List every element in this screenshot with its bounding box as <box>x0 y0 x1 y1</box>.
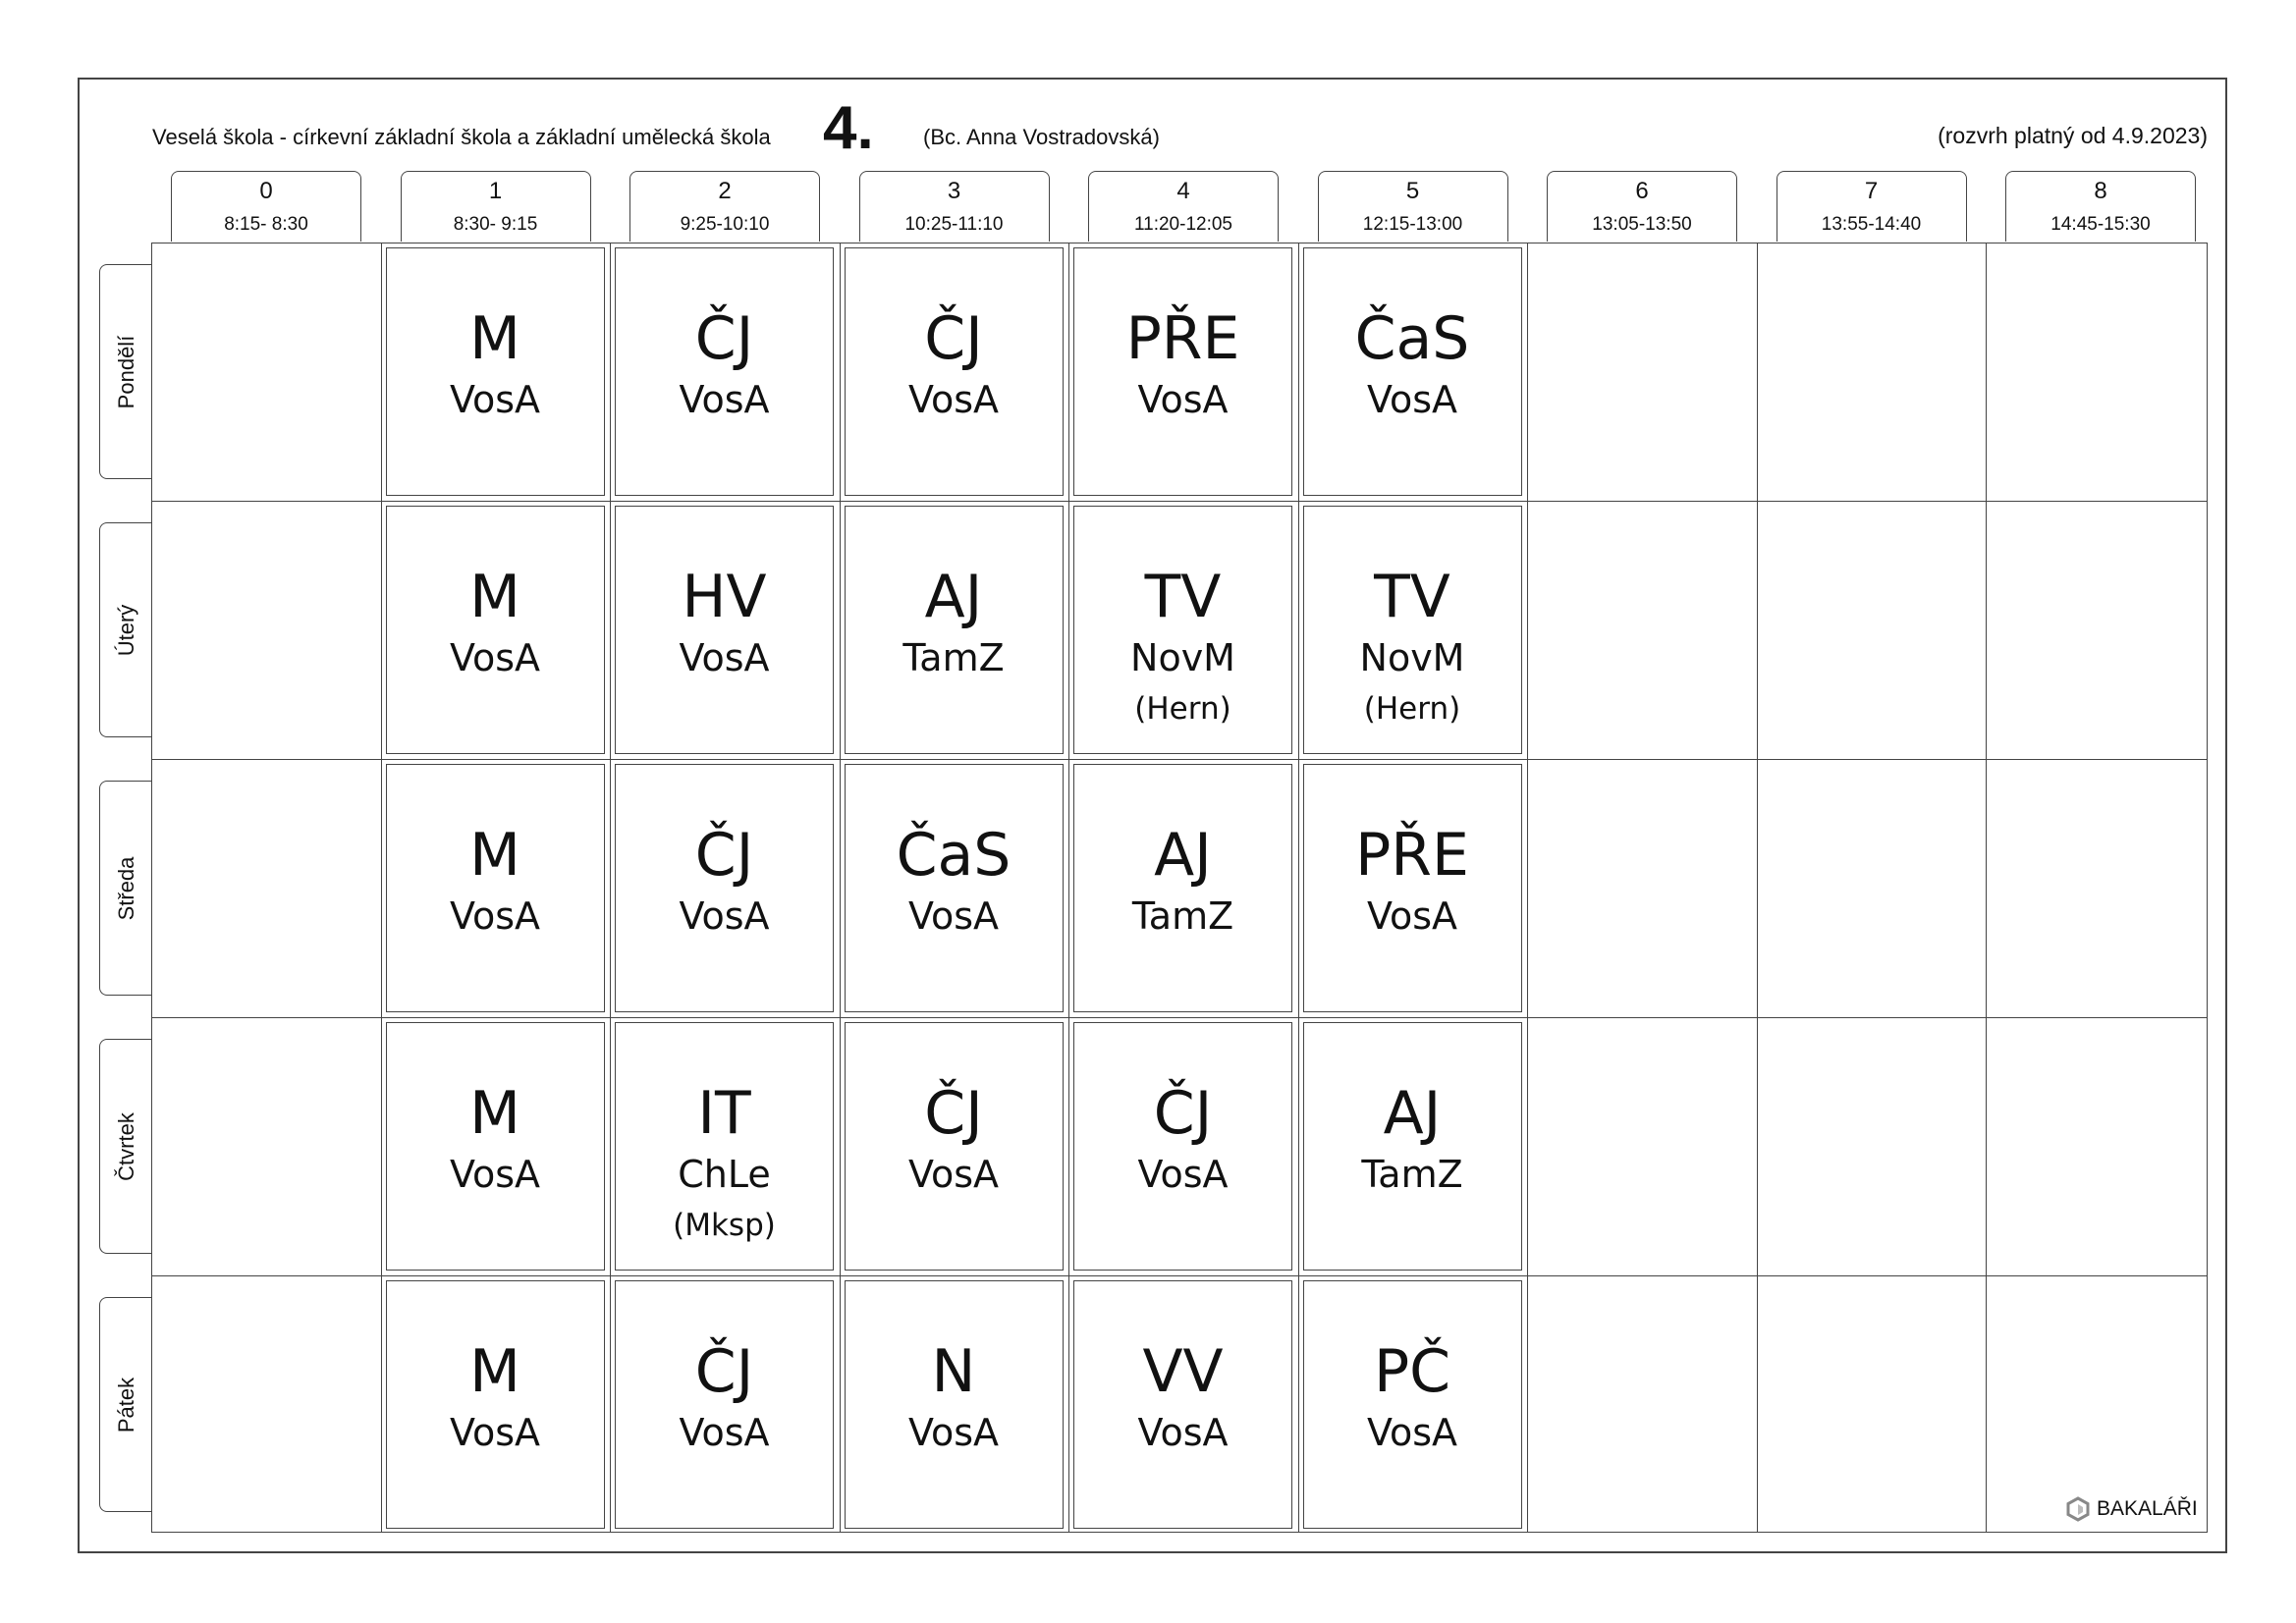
period-header-7 <box>1777 171 1967 242</box>
lesson-room: (Mksp) <box>673 1208 776 1243</box>
period-number: 6 <box>1635 178 1649 204</box>
lesson-cell[interactable] <box>1073 764 1292 1012</box>
day-label-1 <box>99 522 152 737</box>
bakalari-logo-icon <box>2065 1496 2091 1522</box>
bakalari-logo <box>2065 1496 2198 1522</box>
lesson-cell[interactable] <box>1073 247 1292 496</box>
period-header-2 <box>629 171 820 242</box>
day-name: Čtvrtek <box>113 1111 138 1181</box>
lesson-cell[interactable] <box>1303 506 1522 754</box>
lesson-subject: IT <box>697 1079 751 1148</box>
lesson-teacher: ChLe <box>678 1153 771 1196</box>
lesson-cell[interactable] <box>615 764 834 1012</box>
validity-note: (rozvrh platný od 4.9.2023) <box>1938 123 2208 148</box>
lesson-teacher: VosA <box>679 1411 770 1454</box>
lesson-cell[interactable] <box>386 764 605 1012</box>
lesson-teacher: VosA <box>679 378 770 421</box>
lesson-subject: AJ <box>924 563 983 631</box>
lesson-subject: N <box>931 1337 976 1406</box>
school-name: Veselá škola - církevní základní škola a základní umělecká škola <box>152 125 771 149</box>
lesson-subject: M <box>469 821 520 890</box>
lesson-cell[interactable] <box>845 1022 1064 1271</box>
lesson-teacher: VosA <box>449 1411 541 1454</box>
period-header-1 <box>401 171 591 242</box>
lesson-teacher: VosA <box>1366 894 1458 938</box>
period-time: 13:55-14:40 <box>1821 214 1922 235</box>
period-time: 14:45-15:30 <box>2050 214 2151 235</box>
period-header-8 <box>2005 171 2196 242</box>
lesson-teacher: VosA <box>1137 1153 1229 1196</box>
lesson-subject: ČaS <box>896 821 1011 890</box>
period-number: 3 <box>947 178 961 204</box>
day-label-4 <box>99 1297 152 1512</box>
period-time: 11:20-12:05 <box>1133 214 1232 235</box>
lesson-subject: PŘE <box>1355 821 1469 890</box>
lesson-cell[interactable] <box>1073 1280 1292 1529</box>
lesson-cell[interactable] <box>615 1280 834 1529</box>
lesson-teacher: VosA <box>679 636 770 679</box>
lesson-cell[interactable] <box>386 247 605 496</box>
lesson-teacher: VosA <box>449 636 541 679</box>
lesson-cell[interactable] <box>1303 764 1522 1012</box>
lesson-subject: M <box>469 304 520 373</box>
lesson-subject: AJ <box>1383 1079 1442 1148</box>
lesson-teacher: NovM <box>1359 636 1465 679</box>
lesson-teacher: TamZ <box>902 636 1005 679</box>
lesson-subject: ČJ <box>694 1337 754 1406</box>
period-number: 8 <box>2094 178 2107 204</box>
period-time: 12:15-13:00 <box>1362 214 1463 235</box>
lesson-cell[interactable] <box>845 506 1064 754</box>
lesson-cell[interactable] <box>615 1022 834 1271</box>
grid-column-line <box>840 243 841 1533</box>
grid-row-line <box>151 1017 2208 1018</box>
lesson-teacher: VosA <box>1137 1411 1229 1454</box>
lesson-teacher: VosA <box>907 378 1000 421</box>
grid-column-line <box>1527 243 1528 1533</box>
lesson-cell[interactable] <box>1303 247 1522 496</box>
day-name: Středa <box>113 856 138 920</box>
period-number: 5 <box>1405 178 1420 204</box>
class-name: 4. <box>823 94 874 162</box>
period-number: 4 <box>1176 178 1190 204</box>
lesson-subject: M <box>469 563 520 631</box>
lesson-cell[interactable] <box>386 1022 605 1271</box>
lesson-subject: VV <box>1142 1337 1224 1406</box>
lesson-cell[interactable] <box>1073 506 1292 754</box>
lesson-teacher: VosA <box>449 378 541 421</box>
lesson-cell[interactable] <box>845 764 1064 1012</box>
grid-column-line <box>1298 243 1299 1533</box>
lesson-subject: PŘE <box>1125 304 1240 373</box>
lesson-cell[interactable] <box>845 247 1064 496</box>
lesson-subject: ČJ <box>694 821 754 890</box>
period-time: 13:05-13:50 <box>1592 214 1692 235</box>
grid-row-line <box>151 501 2208 502</box>
class-teacher: (Bc. Anna Vostradovská) <box>923 125 1160 149</box>
lesson-cell[interactable] <box>845 1280 1064 1529</box>
day-name: Pátek <box>113 1377 138 1433</box>
bakalari-brand-text: BAKALÁŘI <box>2097 1497 2198 1520</box>
lesson-subject: ČJ <box>924 1079 983 1148</box>
grid-row-line <box>151 1275 2208 1276</box>
day-label-0 <box>99 264 152 479</box>
day-name: Pondělí <box>113 335 138 408</box>
period-time: 8:15- 8:30 <box>224 214 308 235</box>
period-number: 7 <box>1864 178 1879 204</box>
period-header-0 <box>171 171 361 242</box>
lesson-room: (Hern) <box>1134 691 1231 727</box>
lesson-cell[interactable] <box>1073 1022 1292 1271</box>
day-name: Úterý <box>113 604 138 656</box>
period-time: 10:25-11:10 <box>904 214 1004 235</box>
lesson-cell[interactable] <box>1303 1280 1522 1529</box>
period-time: 9:25-10:10 <box>680 214 770 235</box>
lesson-teacher: TamZ <box>1361 1153 1463 1196</box>
grid-column-line <box>1757 243 1758 1533</box>
day-label-3 <box>99 1039 152 1254</box>
lesson-cell[interactable] <box>386 506 605 754</box>
lesson-teacher: VosA <box>449 894 541 938</box>
period-header-4 <box>1088 171 1279 242</box>
lesson-teacher: VosA <box>449 1153 541 1196</box>
lesson-teacher: VosA <box>679 894 770 938</box>
lesson-teacher: VosA <box>1366 1411 1458 1454</box>
lesson-subject: TV <box>1144 563 1222 631</box>
period-time: 8:30- 9:15 <box>453 214 538 235</box>
lesson-subject: ČaS <box>1354 304 1470 373</box>
lesson-cell[interactable] <box>386 1280 605 1529</box>
lesson-teacher: NovM <box>1130 636 1235 679</box>
lesson-subject: ČJ <box>924 304 983 373</box>
lesson-teacher: TamZ <box>1131 894 1234 938</box>
period-number: 1 <box>488 178 503 204</box>
period-header-5 <box>1318 171 1508 242</box>
period-number: 0 <box>259 178 273 204</box>
day-label-2 <box>99 781 152 996</box>
lesson-room: (Hern) <box>1363 691 1461 727</box>
lesson-cell[interactable] <box>1303 1022 1522 1271</box>
period-header-3 <box>859 171 1050 242</box>
lesson-subject: TV <box>1374 563 1450 631</box>
period-header-6 <box>1547 171 1737 242</box>
lesson-subject: M <box>469 1079 520 1148</box>
grid-column-line <box>1986 243 1987 1533</box>
grid-column-line <box>610 243 611 1533</box>
lesson-subject: M <box>469 1337 520 1406</box>
lesson-cell[interactable] <box>615 247 834 496</box>
lesson-teacher: VosA <box>907 1153 1000 1196</box>
lesson-subject: HV <box>682 563 767 631</box>
lesson-teacher: VosA <box>1366 378 1458 421</box>
period-number: 2 <box>718 178 732 204</box>
grid-row-line <box>151 759 2208 760</box>
lesson-cell[interactable] <box>615 506 834 754</box>
grid-column-line <box>381 243 382 1533</box>
lesson-teacher: VosA <box>907 1411 1000 1454</box>
lesson-subject: ČJ <box>1153 1079 1213 1148</box>
lesson-subject: AJ <box>1154 821 1212 890</box>
lesson-teacher: VosA <box>907 894 1000 938</box>
lesson-teacher: VosA <box>1137 378 1229 421</box>
grid-column-line <box>1068 243 1069 1533</box>
lesson-subject: PČ <box>1373 1337 1451 1406</box>
lesson-subject: ČJ <box>694 304 754 373</box>
